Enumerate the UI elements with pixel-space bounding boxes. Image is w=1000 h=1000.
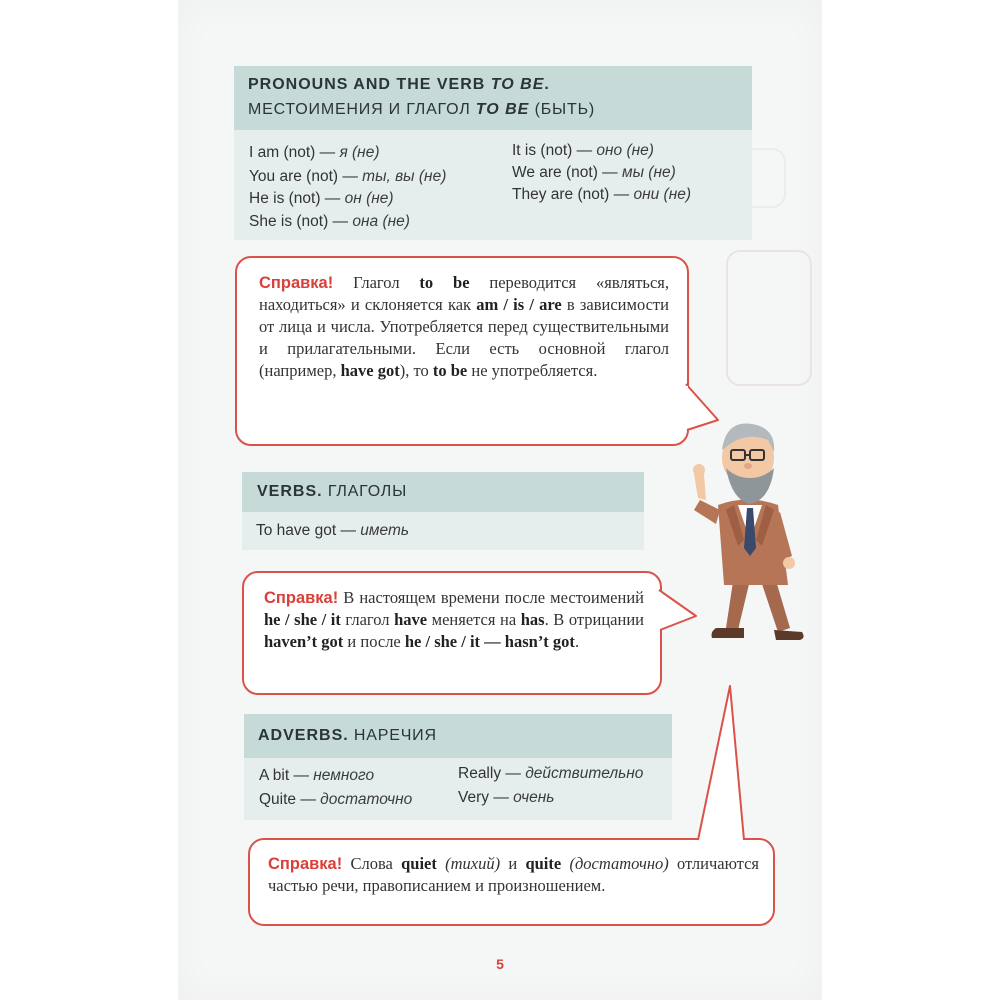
pronouns-title-ru: [248, 101, 595, 119]
note-bold: haven’t got: [264, 632, 344, 651]
adverb-row: [259, 767, 374, 785]
note-text: и: [500, 854, 526, 873]
note-bold: have got: [340, 361, 400, 380]
en-text: He is (not) —: [249, 190, 345, 207]
note-italic: (тихий): [436, 854, 501, 873]
title-text: ГЛАГОЛЫ: [322, 483, 408, 500]
bubble-tail: [698, 686, 744, 840]
verb-row: [256, 522, 409, 540]
pronoun-row: [249, 190, 394, 208]
note-label: Справка!: [268, 855, 343, 873]
info-note-to-be: [235, 256, 689, 446]
title-text: TO BE: [490, 76, 545, 93]
note-text: . В отрицании: [544, 610, 644, 629]
en-text: It is (not) —: [512, 142, 597, 159]
professor-figure: [693, 424, 804, 640]
title-text: НАРЕЧИЯ: [348, 727, 437, 744]
page-number: 5: [496, 956, 504, 972]
note-bold: to be: [432, 361, 468, 380]
note-bold: quiet: [401, 854, 437, 873]
bubble-tail: [659, 590, 696, 630]
adverbs-header: [244, 714, 672, 758]
note-bold: am / is / are: [476, 295, 562, 314]
info-note-have: [242, 571, 662, 695]
en-text: Very —: [458, 789, 514, 806]
note-text: глагол: [340, 610, 395, 629]
adverb-row: [458, 765, 643, 783]
ru-translation: ты, вы (не): [362, 168, 447, 185]
note-text: в зависимости от лица и числа. Употребляется перед существительными и прилагательными. Если есть основной глагол (например,: [259, 295, 669, 380]
adverbs-title: [258, 727, 437, 745]
note-text: .: [574, 632, 580, 651]
note-text: и после: [343, 632, 405, 651]
note-italic: (достаточно): [561, 854, 669, 873]
en-text: A bit —: [259, 767, 314, 784]
pronoun-row: [512, 142, 654, 160]
en-text: Quite —: [259, 791, 321, 808]
pronoun-row: [249, 144, 380, 162]
note-text: ), то: [399, 361, 433, 380]
ru-translation: действительно: [525, 765, 644, 782]
title-text: TO BE: [475, 101, 530, 118]
ru-translation: она (не): [352, 213, 410, 230]
pronoun-row: [512, 164, 676, 182]
bubble-tail: [686, 384, 718, 430]
info-note-quiet-quite: [248, 838, 775, 926]
verbs-title: [257, 483, 407, 501]
note-bold: to be: [419, 273, 470, 292]
en-text: We are (not) —: [512, 164, 622, 181]
note-text: Слова: [342, 854, 402, 873]
title-text: МЕСТОИМЕНИЯ И ГЛАГОЛ: [248, 101, 476, 118]
pronouns-header: [234, 66, 752, 130]
note-bold: quite: [525, 854, 562, 873]
title-text: (БЫТЬ): [529, 101, 595, 118]
ru-translation: достаточно: [320, 791, 413, 808]
en-text: She is (not) —: [249, 213, 353, 230]
en-text: I am (not) —: [249, 144, 340, 161]
pronoun-row: [249, 213, 410, 231]
pronouns-body: [234, 130, 752, 240]
background-left: [0, 0, 178, 1000]
note-label: Справка!: [264, 589, 339, 607]
background-right: [822, 0, 1000, 1000]
adverb-row: [259, 791, 412, 809]
ru-translation: немного: [313, 767, 375, 784]
title-text: VERBS.: [257, 483, 323, 500]
verbs-body: [242, 512, 644, 550]
title-text: .: [544, 76, 550, 93]
pronoun-row: [512, 186, 691, 204]
ru-translation: оно (не): [596, 142, 654, 159]
adverb-row: [458, 789, 554, 807]
pronoun-row: [249, 168, 446, 186]
pronouns-title-en: [248, 76, 550, 94]
note-label: Справка!: [259, 274, 334, 292]
note-bold: has: [520, 610, 545, 629]
adverbs-body: [244, 758, 672, 820]
title-text: PRONOUNS AND THE VERB: [248, 76, 491, 93]
verbs-header: [242, 472, 644, 512]
ru-translation: очень: [513, 789, 555, 806]
en-text: Really —: [458, 765, 526, 782]
note-text: переводится «являться, находиться» и склоняется как: [259, 273, 669, 314]
note-text: меняется на: [427, 610, 521, 629]
ru-translation: иметь: [360, 522, 410, 539]
ru-translation: он (не): [344, 190, 394, 207]
ru-translation: они (не): [633, 186, 692, 203]
note-text: Глагол: [333, 273, 420, 292]
en-text: They are (not) —: [512, 186, 634, 203]
book-page: [178, 0, 822, 1000]
note-text: В настоящем времени после местоимений: [338, 588, 644, 607]
note-bold: he / she / it — hasn’t got: [404, 632, 575, 651]
bleed-through-box: [726, 250, 812, 386]
ru-translation: мы (не): [621, 164, 676, 181]
note-bold: have: [394, 610, 428, 629]
ru-translation: я (не): [339, 144, 380, 161]
en-text: To have got —: [256, 522, 361, 539]
note-text: не употребляется.: [467, 361, 598, 380]
note-bold: he / she / it: [264, 610, 341, 629]
title-text: ADVERBS.: [258, 727, 349, 744]
note-text: отличаются частью речи, правописанием и произношением.: [268, 854, 759, 895]
en-text: You are (not) —: [249, 168, 363, 185]
